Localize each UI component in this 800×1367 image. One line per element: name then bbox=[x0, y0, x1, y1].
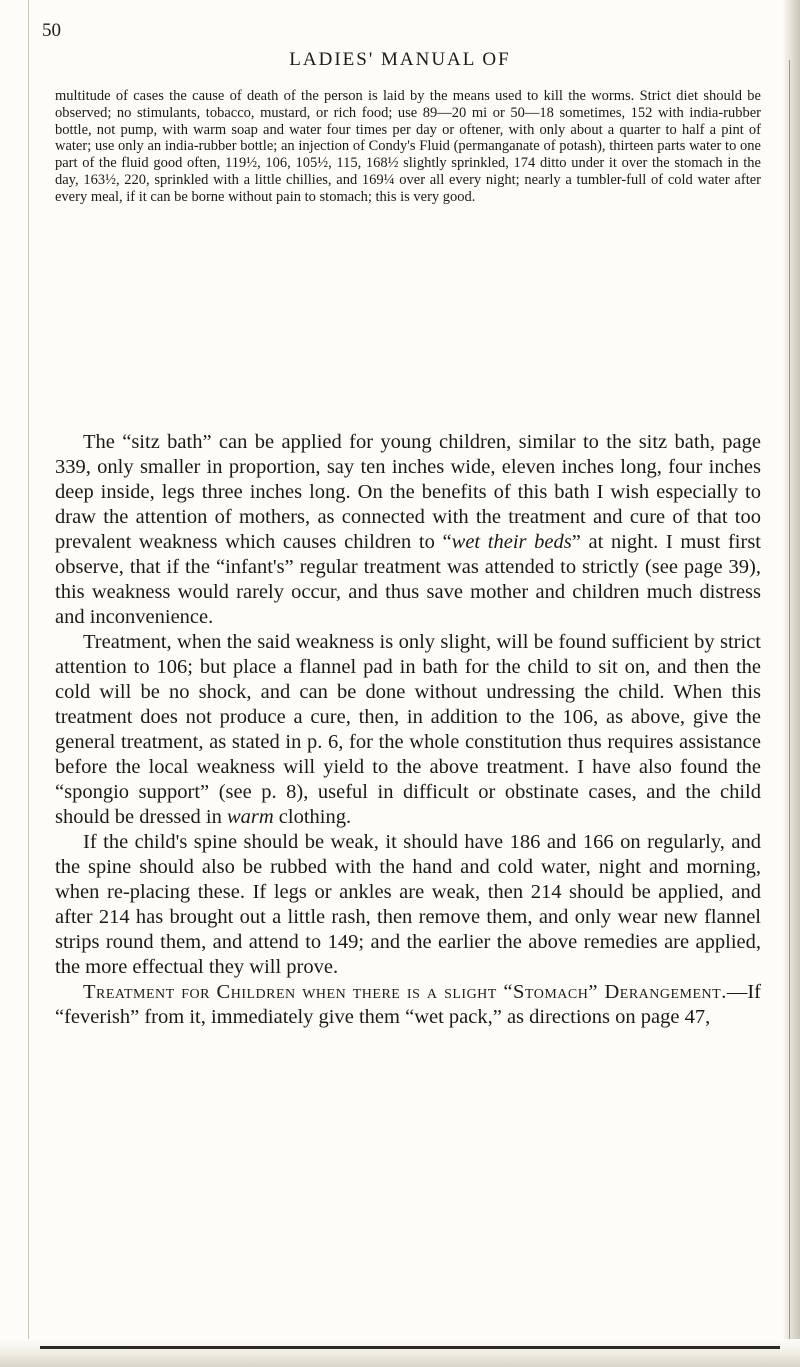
paragraph-text: —If “feverish” from it, immediately give them “wet pack,” as directions on page 47, bbox=[55, 981, 761, 1028]
paragraph-spine bbox=[55, 830, 761, 980]
page-bottom-edge bbox=[0, 1339, 800, 1367]
main-text bbox=[55, 430, 761, 1030]
paragraph-treatment bbox=[55, 630, 761, 830]
paragraph-text: clothing. bbox=[273, 806, 352, 828]
page-right-edge bbox=[782, 0, 800, 1367]
page-left-margin-line bbox=[28, 0, 29, 1367]
small-print-paragraph: multitude of cases the cause of death of the person is laid by the means used to kill the worms. Strict diet should be observed; no stimulants, tobacco, mustard, or rich food; use 89—20 mi or 50—18 sometimes, 152 with india-rubber bottle, not pump, with warm soap and water four times per day or oftener, with only about a quarter to half a pint of water; use only an india-rubber bottle; an injection of Condy's Fluid (permanganate of potash), thirteen parts water to one part of the fluid good often, 119½, 106, 105½, 115, 168½ slightly sprinkled, 174 ditto under it over the stomach in the day, 163½, 220, sprinkled with a little chillies, and 169¼ over all every night; nearly a tumbler-full of cold water after every meal, if it can be borne without pain to stomach; this is very good. bbox=[55, 88, 761, 205]
italic-phrase: warm bbox=[226, 806, 274, 828]
italic-phrase: wet their beds bbox=[451, 531, 572, 553]
paragraph-text: ” at night. I must first observe, that if the “infant's” regular treatment was attended to strictly (see page 39), this weakness would rarely occur, and thus save mother and children much distress and inconvenience. bbox=[55, 531, 761, 628]
paragraph-text: Treatment, when the said weakness is only slight, will be found sufficient by strict attention to 106; but place a flannel pad in bath for the child to sit on, and then the cold will be no shock, and can be done without undressing the child. When this treatment does not produce a cure, then, in addition to the 106, as above, give the general treatment, as stated in p. 6, for the whole constitution thus requires assistance before the local weakness will yield to the above treatment. I have also found the “spongio support” (see p. 8), useful in difficult or obstinate cases, and the child should be dressed in bbox=[55, 631, 761, 828]
section-heading: Treatment for Children when there is a slight “Stomach” Derangement. bbox=[83, 981, 727, 1003]
paragraph-stomach bbox=[55, 980, 761, 1030]
paragraph-text: The “sitz bath” can be applied for young children, similar to the sitz bath, page 339, only smaller in proportion, say ten inches wide, eleven inches long, four inches deep inside, legs three inches long. On the benefits of this bath I wish especially to draw the attention of mothers, as connected with the treatment and cure of that too prevalent weakness which causes children to “ bbox=[55, 431, 761, 553]
paragraph-text: If the child's spine should be weak, it should have 186 and 166 on regularly, and the spine should also be rubbed with the hand and cold water, night and morning, when re-placing these. If legs or ankles are weak, then 214 should be applied, and after 214 has brought out a little rash, then remove them, and only wear new flannel strips round them, and attend to 149; and the earlier the above remedies are applied, the more effectual they will prove. bbox=[55, 831, 761, 978]
paragraph-sitz-bath bbox=[55, 430, 761, 630]
running-head: LADIES' MANUAL OF bbox=[289, 49, 511, 70]
page-number: 50 bbox=[42, 20, 61, 41]
bottom-rule bbox=[40, 1346, 780, 1349]
